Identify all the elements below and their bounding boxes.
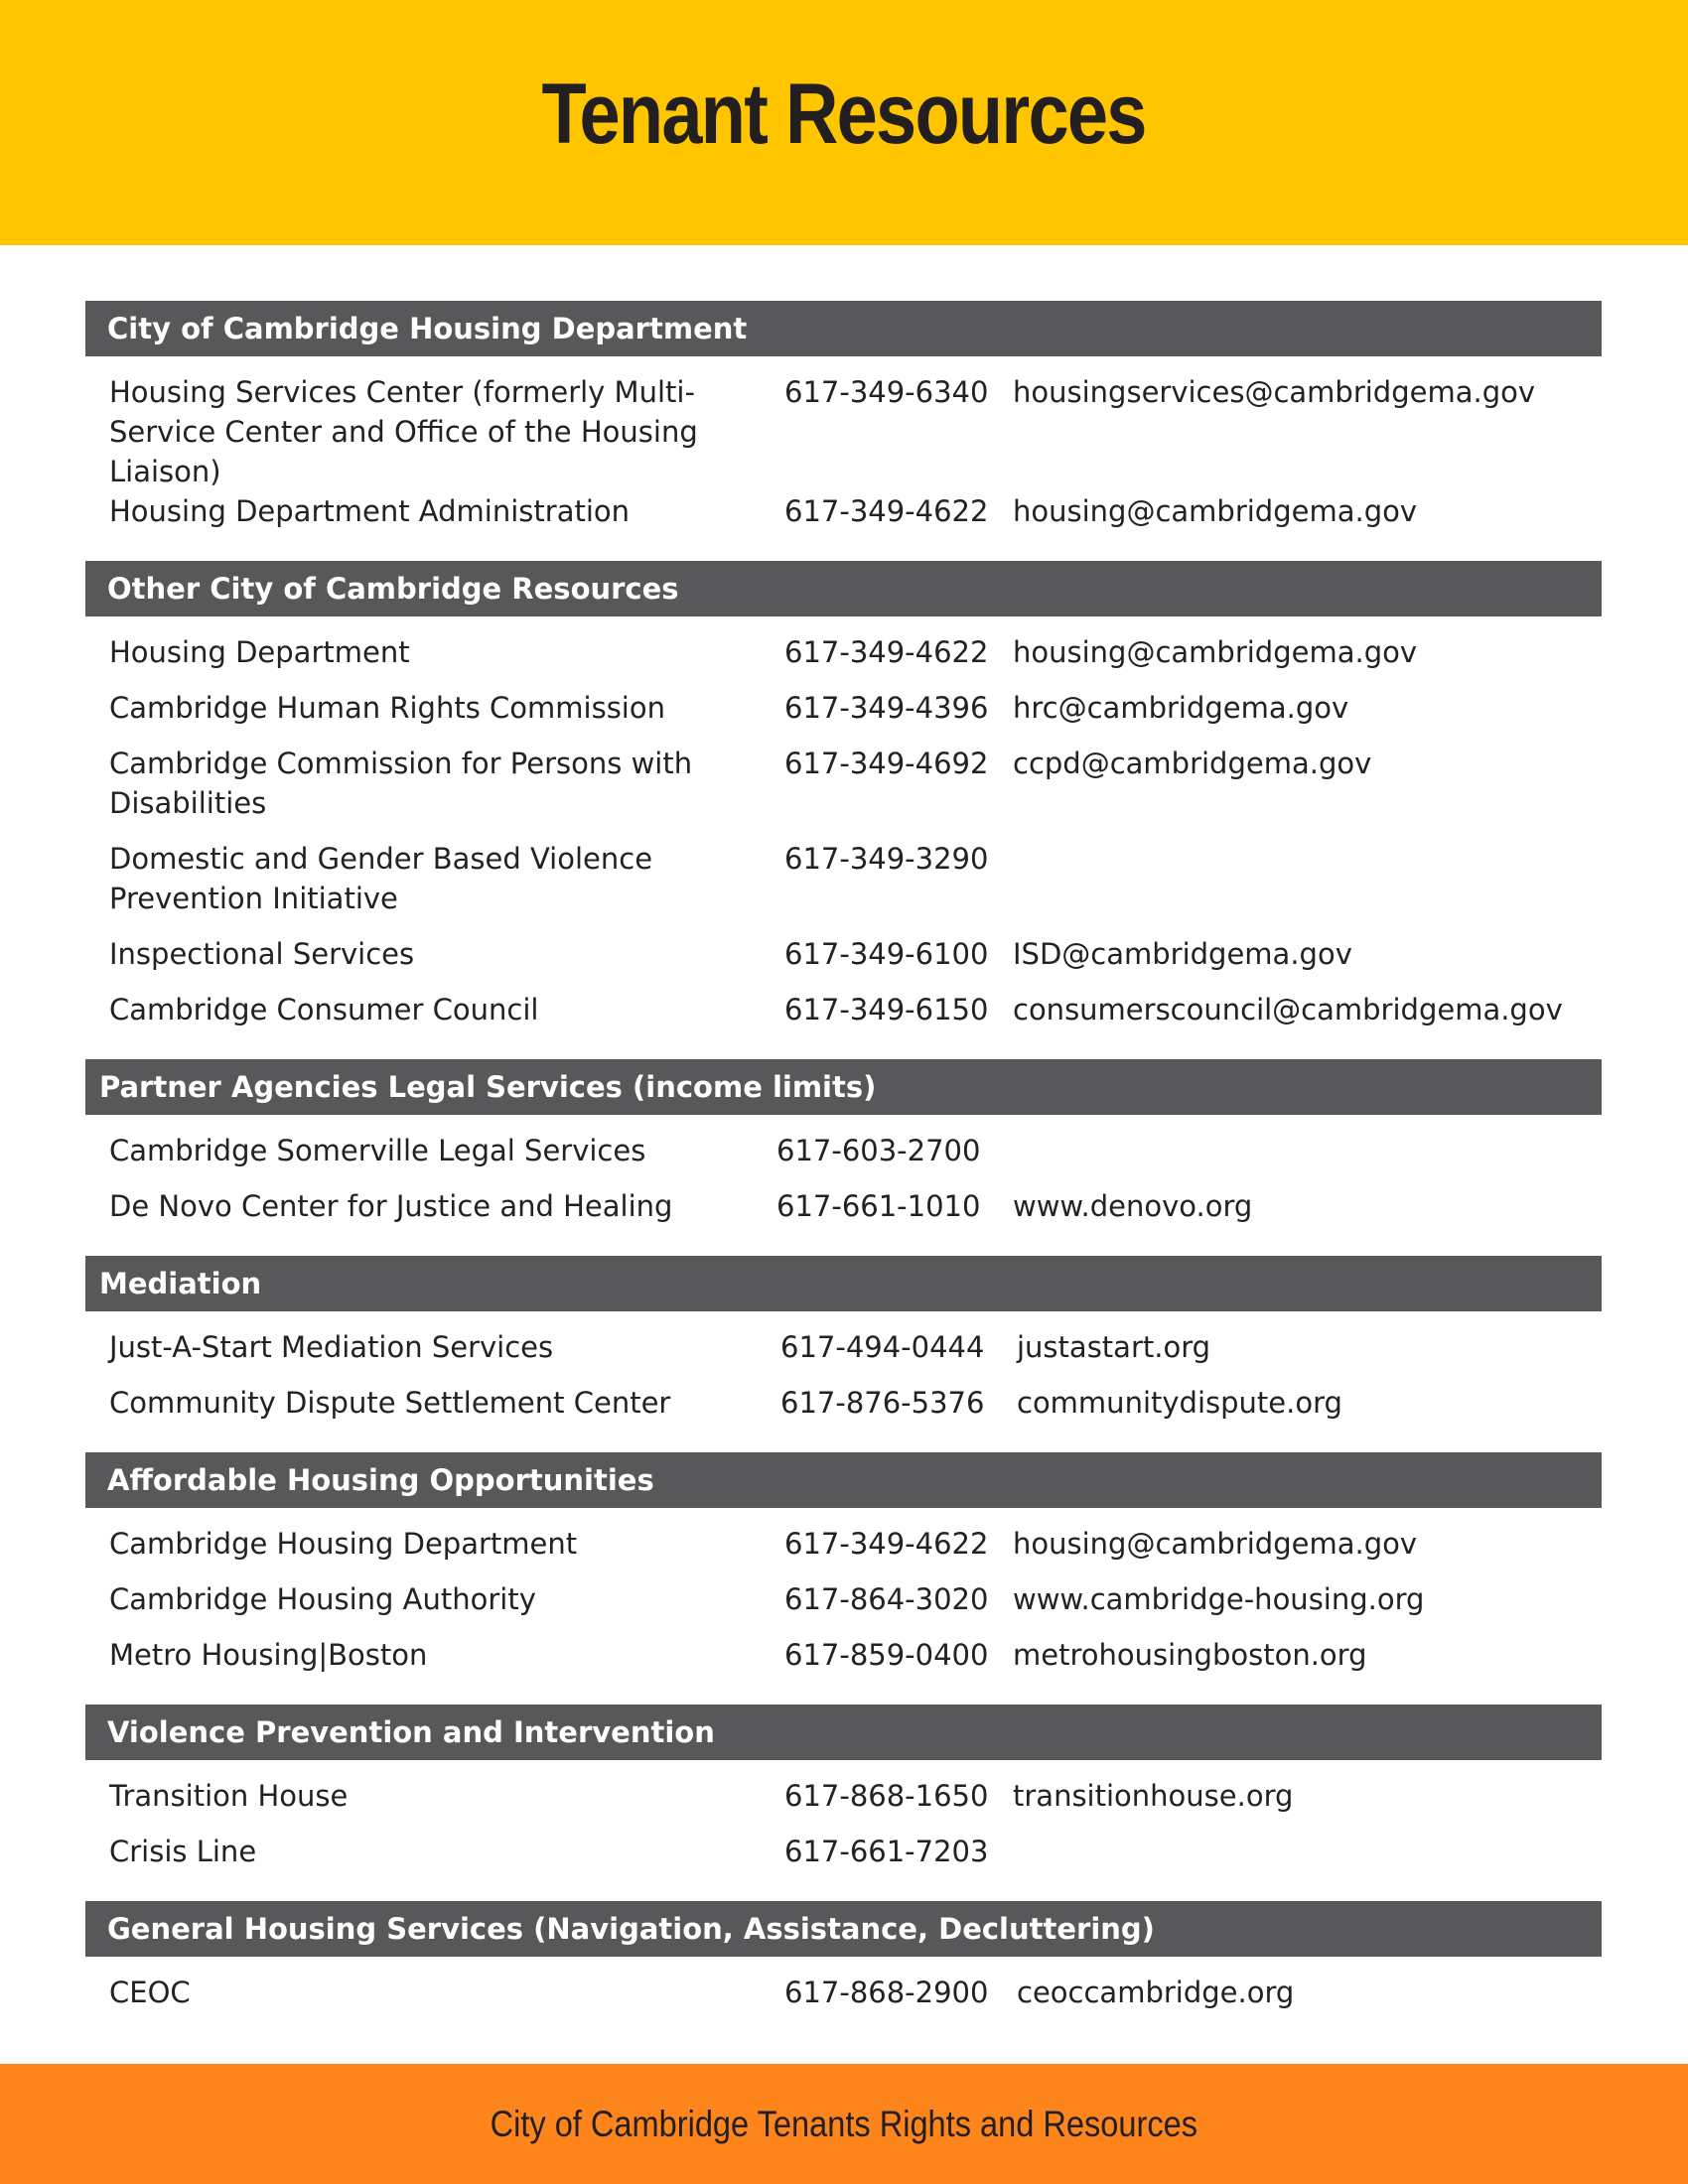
resource-email[interactable]: housing@cambridgema.gov — [1013, 494, 1418, 528]
resource-name: Cambridge Somerville Legal Services — [109, 1134, 646, 1167]
resource-contact — [1013, 839, 1602, 934]
resource-row — [85, 491, 1602, 547]
resource-row — [85, 1973, 1602, 2028]
section-city-housing-department — [85, 301, 1602, 561]
resource-name: CEOC — [109, 1976, 191, 2009]
resource-row — [85, 1524, 1602, 1579]
resource-phone: 617-349-4622 — [784, 635, 989, 669]
resource-phone: 617-868-1650 — [784, 1779, 989, 1813]
resource-website[interactable]: www.cambridge-housing.org — [1013, 1582, 1425, 1616]
resource-row — [85, 632, 1602, 688]
page-title: Tenant Resources — [541, 67, 1147, 162]
section-header: Affordable Housing Opportunities — [85, 1452, 1602, 1508]
resource-name: Inspectional Services — [109, 937, 415, 971]
resource-website[interactable]: www.denovo.org — [1013, 1189, 1253, 1223]
resource-name: Community Dispute Settlement Center — [109, 1386, 671, 1420]
resource-row — [85, 1131, 1602, 1186]
resource-name: Housing Department — [109, 635, 410, 669]
section-header: Violence Prevention and Intervention — [85, 1705, 1602, 1760]
resource-email[interactable]: hrc@cambridgema.gov — [1013, 691, 1349, 725]
resource-row — [85, 1383, 1602, 1438]
resource-website[interactable]: justastart.org — [1017, 1330, 1211, 1364]
resource-phone: 617-859-0400 — [784, 1638, 989, 1672]
resource-name: De Novo Center for Justice and Healing — [109, 1189, 673, 1223]
resource-row — [85, 688, 1602, 744]
resource-name: Transition House — [109, 1779, 349, 1813]
section-header: Partner Agencies Legal Services (income limits) — [85, 1059, 1602, 1115]
resource-name: Just-A-Start Mediation Services — [109, 1330, 554, 1364]
resource-phone: 617-349-4622 — [784, 494, 989, 528]
section-violence-prevention — [85, 1705, 1602, 1901]
resource-email[interactable]: housing@cambridgema.gov — [1013, 1527, 1418, 1561]
resource-row — [85, 1776, 1602, 1832]
resource-phone: 617-603-2700 — [776, 1134, 981, 1167]
resource-phone: 617-661-1010 — [776, 1189, 981, 1223]
section-header: City of Cambridge Housing Department — [85, 301, 1602, 356]
section-other-city-resources — [85, 561, 1602, 1059]
footer-text: City of Cambridge Tenants Rights and Resources — [490, 2103, 1198, 2144]
resource-name: Crisis Line — [109, 1835, 257, 1868]
resource-website[interactable]: ceoccambridge.org — [1017, 1976, 1295, 2009]
resource-website[interactable]: metrohousingboston.org — [1013, 1638, 1367, 1672]
resource-row — [85, 1579, 1602, 1635]
section-mediation — [85, 1256, 1602, 1452]
resource-name: Cambridge Human Rights Commission — [109, 691, 665, 725]
section-affordable-housing — [85, 1452, 1602, 1705]
resource-email[interactable]: ISD@cambridgema.gov — [1013, 937, 1352, 971]
resource-name: Metro Housing|Boston — [109, 1638, 428, 1672]
resource-phone: 617-661-7203 — [784, 1835, 989, 1868]
resource-phone: 617-349-3290 — [784, 842, 989, 876]
resource-website[interactable]: transitionhouse.org — [1013, 1779, 1294, 1813]
page-header — [0, 0, 1688, 245]
section-header: Other City of Cambridge Resources — [85, 561, 1602, 616]
resource-contact — [1005, 1131, 1602, 1186]
resource-phone: 617-494-0444 — [780, 1330, 985, 1364]
resource-row — [85, 744, 1602, 839]
resource-phone: 617-349-4396 — [784, 691, 989, 725]
page-footer — [0, 2064, 1688, 2184]
resource-email[interactable]: ccpd@cambridgema.gov — [1013, 747, 1372, 780]
resource-name: Cambridge Commission for Persons with Disabilities — [109, 747, 693, 820]
resource-website[interactable]: communitydispute.org — [1017, 1386, 1342, 1420]
resource-row — [85, 934, 1602, 990]
resource-phone: 617-349-4692 — [784, 747, 989, 780]
resource-phone: 617-349-6340 — [784, 375, 989, 409]
resource-email[interactable]: consumerscouncil@cambridgema.gov — [1013, 993, 1563, 1026]
section-partner-legal-services — [85, 1059, 1602, 1256]
resource-row — [85, 839, 1602, 934]
resource-name: Cambridge Housing Authority — [109, 1582, 536, 1616]
resource-phone: 617-349-6100 — [784, 937, 989, 971]
resource-name: Cambridge Housing Department — [109, 1527, 578, 1561]
resource-row — [85, 1327, 1602, 1383]
resource-name: Housing Department Administration — [109, 494, 631, 528]
resource-phone: 617-876-5376 — [780, 1386, 985, 1420]
resource-row — [85, 372, 1602, 491]
resource-list — [85, 301, 1602, 2042]
resource-phone: 617-864-3020 — [784, 1582, 989, 1616]
resource-email[interactable]: housingservices@cambridgema.gov — [1013, 375, 1536, 409]
section-header: General Housing Services (Navigation, Assistance, Decluttering) — [85, 1901, 1602, 1957]
resource-name: Cambridge Consumer Council — [109, 993, 539, 1026]
resource-name: Domestic and Gender Based Violence Prevention Initiative — [109, 842, 653, 915]
resource-email[interactable]: housing@cambridgema.gov — [1013, 635, 1418, 669]
resource-phone: 617-349-4622 — [784, 1527, 989, 1561]
section-header: Mediation — [85, 1256, 1602, 1311]
resource-phone: 617-349-6150 — [784, 993, 989, 1026]
section-general-housing-services — [85, 1901, 1602, 2042]
resource-row — [85, 1186, 1602, 1242]
resource-row — [85, 990, 1602, 1045]
resource-contact — [1013, 1832, 1602, 1887]
resource-row — [85, 1832, 1602, 1887]
resource-name: Housing Services Center (formerly Multi-Service Center and Office of the Housing Liaison) — [109, 375, 698, 488]
resource-row — [85, 1635, 1602, 1691]
resource-phone: 617-868-2900 — [784, 1976, 989, 2009]
